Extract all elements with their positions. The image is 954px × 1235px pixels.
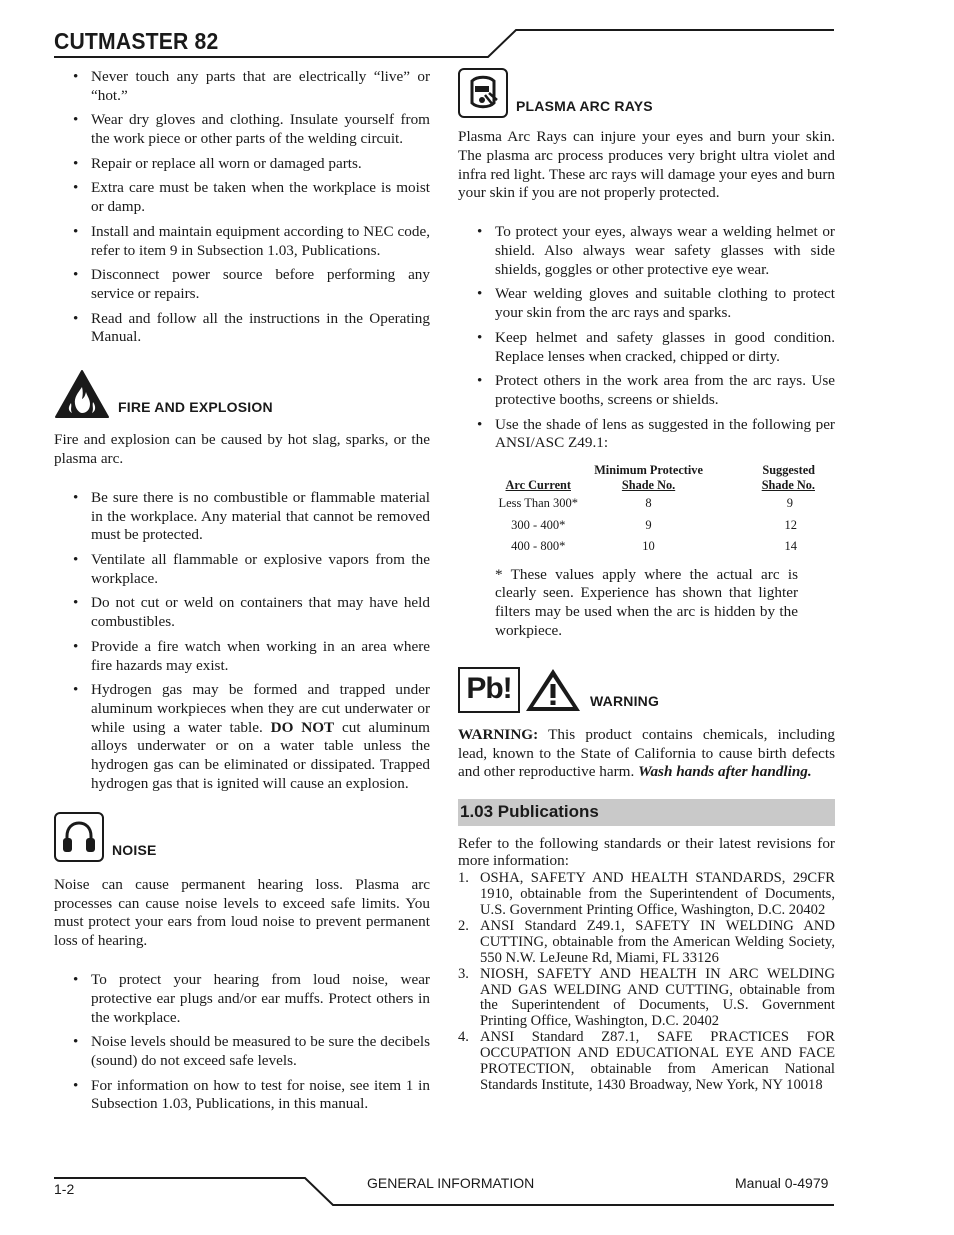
publications-list — [458, 871, 835, 1094]
list-item: • For information on how to test for noise, see item 1 in Subsection 1.03, Publications, in this manual. — [91, 1077, 430, 1115]
rays-section-heading — [458, 68, 835, 118]
list-item: • Noise levels should be measured to be sure the decibels (sound) do not exceed safe levels. — [91, 1033, 430, 1071]
list-item: 3. NIOSH, SAFETY AND HEALTH IN ARC WELDING AND GAS WELDING AND CUTTING, obtainable from the Superintendent of Documents, U.S. Government Printing Office, Washington, D.C. 20402 — [458, 965, 835, 1030]
list-item: 1. OSHA, SAFETY AND HEALTH STANDARDS, 29CFR 1910, obtainable from the Superintendent of Documents, U.S. Government Printing Office, Washington, D.C. 20402 — [458, 870, 835, 919]
noise-section-title: NOISE — [112, 842, 157, 859]
fire-section-title: FIRE AND EXPLOSION — [118, 399, 273, 416]
list-item: • Wear welding gloves and suitable clothing to protect your skin from the arc rays and sparks. — [495, 285, 835, 323]
rays-bullets — [458, 223, 835, 453]
noise-section-heading — [54, 812, 430, 862]
list-item: • Protect others in the work area from the arc rays. Use protective booths, screens or shields. — [495, 372, 835, 410]
right-column — [458, 68, 835, 1094]
electric-shock-bullets — [54, 68, 430, 347]
table-cell: 14 — [784, 539, 797, 554]
table-cell: 8 — [645, 496, 652, 511]
publications-heading: 1.03 Publications — [458, 799, 835, 826]
fire-section-heading — [54, 369, 430, 419]
fire-warning-icon — [54, 369, 110, 419]
table-cell: 9 — [645, 517, 652, 532]
table-header: Minimum Protective Shade No. — [594, 463, 703, 492]
ear-protection-icon — [54, 812, 104, 862]
list-item: • To protect your eyes, always wear a welding helmet or shield. Also always wear safety glasses with side shields, goggles or other protective eye wear. — [495, 223, 835, 279]
list-item: • Never touch any parts that are electrically “live” or “hot.” — [91, 68, 430, 106]
list-item: • Wear dry gloves and clothing. Insulate yourself from the work piece or other parts of the welding circuit. — [91, 111, 430, 149]
footer-section-name: GENERAL INFORMATION — [367, 1175, 535, 1191]
warning-section-heading — [458, 667, 835, 713]
list-item: • Provide a fire watch when working in an area where fire hazards may exist. — [91, 638, 430, 676]
list-item: • Read and follow all the instructions in the Operating Manual. — [91, 310, 430, 348]
warning-section-title: WARNING — [590, 693, 660, 710]
table-header: Arc Current — [505, 477, 571, 492]
list-item: • Do not cut or weld on containers that may have held combustibles. — [91, 594, 430, 632]
table-cell: 9 — [786, 496, 793, 511]
caution-triangle-icon — [524, 667, 582, 713]
list-item: • Extra care must be taken when the workplace is moist or damp. — [91, 179, 430, 217]
publications-intro: Refer to the following standards or their latest revisions for more information: — [458, 835, 835, 870]
table-row — [484, 536, 835, 558]
list-item: 2. ANSI Standard Z49.1, SAFETY IN WELDING AND CUTTING, obtainable from the American Welding Society, 550 N.W. LeJeune Rd, Miami, FL 33126 — [458, 917, 835, 966]
list-item: • Keep helmet and safety glasses in good condition. Replace lenses when cracked, chipped or dirty. — [495, 329, 835, 367]
table-cell: 10 — [642, 539, 655, 554]
table-row — [484, 493, 835, 515]
list-item: • To protect your hearing from loud noise, wear protective ear plugs and/or ear muffs. Protect others in the workplace. — [91, 971, 430, 1027]
list-item: • Repair or replace all worn or damaged parts. — [91, 155, 430, 174]
noise-bullets — [54, 971, 430, 1114]
shade-table — [484, 463, 835, 558]
rays-section-title: PLASMA ARC RAYS — [516, 98, 653, 115]
shade-table-note: * These values apply where the actual arc is clearly seen. Experience has shown that lighter filters may be used when the arc is hidden by the workpiece. — [495, 565, 798, 640]
prop65-warning: WARNING: This product contains chemicals, including lead, known to the State of California to cause birth defects and other reproductive harm. Wash hands after handling. — [458, 725, 835, 781]
page-number: 1-2 — [54, 1181, 75, 1197]
page-title: CUTMASTER 82 — [54, 28, 219, 54]
table-cell: 400 - 800* — [511, 539, 566, 554]
list-item: • Be sure there is no combustible or flammable material in the workplace. Any material that cannot be removed must be protected. — [91, 489, 430, 545]
rays-intro: Plasma Arc Rays can injure your eyes and burn your skin. The plasma arc process produces very bright ultra violet and infra red light. These arc rays will damage your eyes and burn your skin if you are not properly protected. — [458, 128, 835, 202]
list-item: • Install and maintain equipment according to NEC code, refer to item 9 in Subsection 1.03, Publications. — [91, 223, 430, 261]
footer-manual-number: Manual 0-4979 — [735, 1175, 829, 1191]
list-item: 4. ANSI Standard Z87.1, SAFE PRACTICES FOR OCCUPATION AND EDUCATIONAL EYE AND FACE PROTECTION, obtainable from American National Standards Institute, 1430 Broadway, New York, NY 10018 — [458, 1029, 835, 1093]
header-rule — [0, 0, 954, 70]
noise-intro: Noise can cause permanent hearing loss. Plasma arc processes can cause noise levels to exceed safe limits. You must protect your ears from loud noise to prevent permanent loss of hearing. — [54, 875, 430, 950]
list-item: • Use the shade of lens as suggested in the following per ANSI/ASC Z49.1: — [495, 416, 835, 454]
fire-bullets — [54, 489, 430, 794]
list-item: • Ventilate all flammable or explosive vapors from the workplace. — [91, 551, 430, 589]
left-column — [54, 68, 430, 1120]
list-item: • Hydrogen gas may be formed and trapped under aluminum workpieces when they are cut underwater or while using a water table. DO NOT cut aluminum alloys underwater or on a water table unless the hydrogen gas can be eliminated or dissipated. Trapped hydrogen gas that is ignited will cause an explosion. — [91, 681, 430, 794]
table-row — [484, 515, 835, 537]
table-cell: 300 - 400* — [511, 517, 566, 532]
table-cell: Less Than 300* — [498, 496, 579, 511]
fire-intro: Fire and explosion can be caused by hot slag, sparks, or the plasma arc. — [54, 431, 430, 467]
table-cell: 12 — [784, 517, 797, 532]
list-item: • Disconnect power source before performing any service or repairs. — [91, 266, 430, 304]
table-header: Suggested Shade No. — [761, 463, 815, 492]
lead-warning-icon: Pb! — [458, 667, 520, 713]
arc-rays-face-shield-icon — [458, 68, 508, 118]
